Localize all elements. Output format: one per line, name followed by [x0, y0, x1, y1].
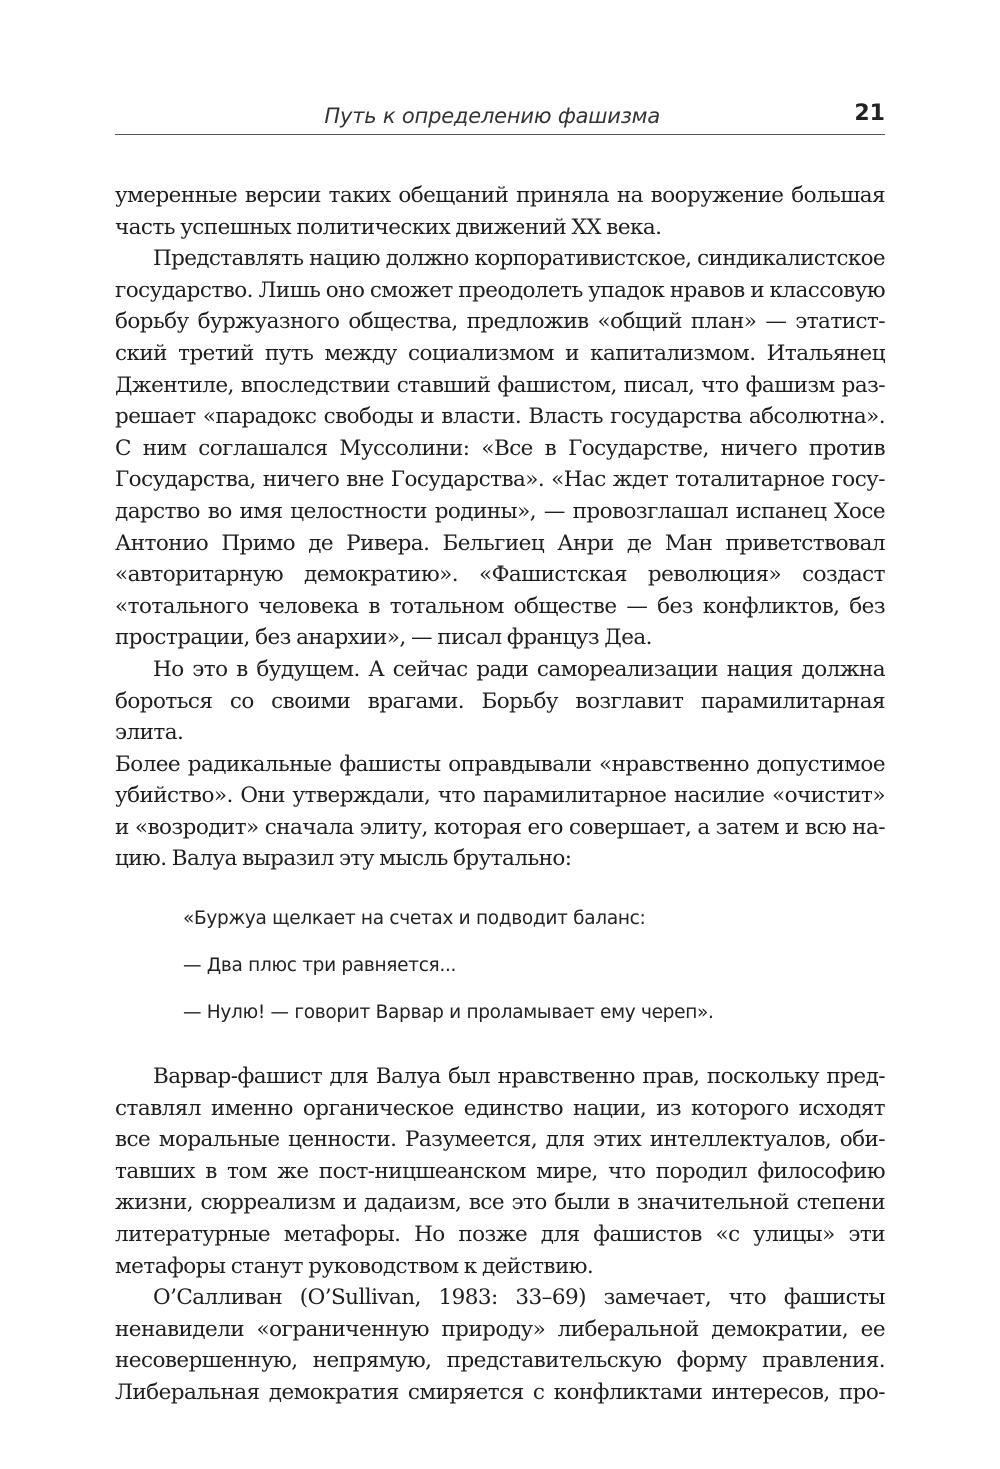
- body-line: умеренные версии таких обещаний приняла на вооружение большая: [115, 183, 885, 208]
- body-line: ненавидели «ограниченную природу» либеральной демократии, ее: [115, 1316, 885, 1342]
- body-line: литературные метафоры. Но позже для фашистов «с улицы» эти: [115, 1222, 885, 1248]
- body-line: «тотального человека в тотальном обществе — без конфликтов, без: [115, 593, 885, 619]
- quote-line: — Нулю! — говорит Варвар и проламывает ему череп».: [183, 1002, 714, 1024]
- running-header: [115, 101, 885, 135]
- body-line: государство. Лишь оно сможет преодолеть упадок нравов и классовую: [115, 277, 885, 303]
- body-line: и «возродит» сначала элиту, которая его совершает, а затем и всю на-: [115, 814, 885, 840]
- running-title: Путь к определению фашизма: [324, 104, 660, 128]
- body-line: О’Салливан (O’Sullivan, 1983: 33–69) замечает, что фашисты: [153, 1285, 885, 1311]
- body-line: Более радикальные фашисты оправдывали «нравственно допустимое: [115, 751, 885, 777]
- body-line: Но это в будущем. А сейчас ради самореализации нация должна: [153, 656, 885, 682]
- body-line: С ним соглашался Муссолини: «Все в Государстве, ничего против: [115, 435, 885, 461]
- body-line: Джентиле, впоследствии ставший фашистом, писал, что фашизм раз-: [115, 372, 885, 398]
- body-line: дарство во имя целостности родины», — провозглашал испанец Хосе: [115, 498, 885, 524]
- body-line: ставлял именно органическое единство нации, из которого исходят: [115, 1095, 885, 1121]
- body-line: бороться со своими врагами. Борьбу возглавит парамилитарная элита.: [115, 688, 885, 746]
- body-line: решает «парадокс свободы и власти. Власть государства абсолютна».: [115, 404, 885, 430]
- quote-line: — Два плюс три равняется...: [183, 955, 457, 977]
- block-quote: [183, 909, 885, 1025]
- body-line: несовершенную, непрямую, представительскую форму правления.: [115, 1348, 885, 1374]
- body-line: часть успешных политических движений XX века.: [115, 214, 662, 240]
- page-body: [115, 180, 885, 1409]
- body-line: все моральные ценности. Разумеется, для этих интеллектуалов, оби-: [115, 1127, 885, 1153]
- body-line: Варвар-фашист для Валуа был нравственно прав, поскольку пред-: [153, 1064, 885, 1090]
- body-line: «авторитарную демократию». «Фашистская революция» создаст: [115, 562, 885, 588]
- body-line: жизни, сюрреализм и дадаизм, все это были в значительной степени: [115, 1190, 885, 1216]
- quote-line: «Буржуа щелкает на счетах и подводит баланс:: [183, 908, 646, 930]
- body-line: цию. Валуа выразил эту мысль брутально:: [115, 846, 572, 872]
- body-line: Представлять нацию должно корпоративистское, синдикалистское: [153, 246, 885, 272]
- body-line: убийство». Они утверждали, что парамилитарное насилие «очистит»: [115, 783, 885, 809]
- body-line: борьбу буржуазного общества, предложив «общий план» — этатист-: [115, 309, 885, 335]
- body-line: Либеральная демократия смиряется с конфликтами интересов, про-: [115, 1380, 885, 1405]
- body-line: метафоры станут руководством к действию.: [115, 1253, 594, 1279]
- page-number: 21: [854, 101, 885, 126]
- body-line: тавших в том же пост-ницшеанском мире, что породил философию: [115, 1158, 885, 1184]
- body-line: ский третий путь между социализмом и капитализмом. Итальянец: [115, 340, 885, 366]
- body-line: Государства, ничего вне Государства». «Нас ждет тоталитарное госу-: [115, 467, 885, 493]
- body-line: Антонио Примо де Ривера. Бельгиец Анри де Ман приветствовал: [115, 530, 885, 556]
- body-line: прострации, без анархии», — писал француз Деа.: [115, 625, 652, 651]
